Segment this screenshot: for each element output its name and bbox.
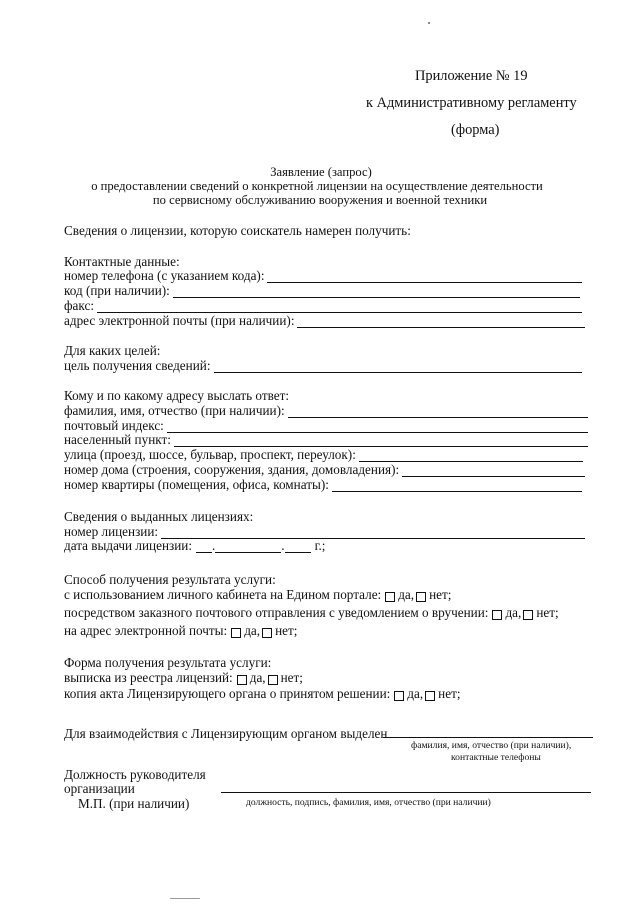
method-email-no-checkbox[interactable]	[262, 628, 272, 638]
title-line-1: Заявление (запрос)	[270, 165, 372, 179]
scan-speck	[428, 22, 430, 24]
method-email-row	[64, 623, 297, 638]
method-heading: Способ получения результата услуги:	[64, 572, 276, 587]
form-extract-no-checkbox[interactable]	[268, 675, 278, 685]
recipient-name-row	[64, 403, 588, 418]
locality-input-line[interactable]	[174, 435, 588, 447]
postcode-label: почтовый индекс:	[64, 418, 164, 433]
interaction-input-line[interactable]	[383, 737, 593, 738]
form-extract-row	[64, 670, 303, 685]
purpose-heading: Для каких целей:	[64, 343, 161, 358]
postcode-row	[64, 418, 588, 433]
yes-label: да,	[244, 623, 261, 638]
position-label-line-1: Должность руководителя	[64, 767, 206, 782]
apartment-row	[64, 477, 582, 492]
interaction-caption-2: контактные телефоны	[451, 752, 541, 763]
locality-label: населенный пункт:	[64, 432, 171, 447]
fax-label: факс:	[64, 298, 94, 313]
form-heading: Форма получения результата услуги:	[64, 655, 272, 670]
fax-input-line[interactable]	[97, 301, 582, 313]
email-input-line[interactable]	[297, 316, 585, 328]
email-field-row	[64, 313, 585, 328]
stamp-label: М.П. (при наличии)	[78, 796, 190, 811]
street-label: улица (проезд, шоссе, бульвар, проспект, переулок):	[64, 447, 356, 462]
phone-input-line[interactable]	[267, 271, 582, 283]
recipient-heading: Кому и по какому адресу выслать ответ:	[64, 388, 290, 403]
interaction-label: Для взаимодействия с Лицензирующим органом выделен	[64, 726, 388, 741]
method-mail-row	[64, 605, 559, 620]
no-label: нет;	[429, 587, 452, 602]
form-extract-label: выписка из реестра лицензий:	[64, 670, 233, 685]
recipient-name-label: фамилия, имя, отчество (при наличии):	[64, 403, 285, 418]
license-number-label: номер лицензии:	[64, 524, 159, 539]
house-row	[64, 462, 585, 477]
position-label-line-2: организации	[64, 781, 135, 796]
code-field-row	[64, 283, 580, 298]
yes-label: да,	[398, 587, 415, 602]
license-number-row	[64, 524, 585, 539]
no-label: нет;	[438, 686, 461, 701]
recipient-name-input-line[interactable]	[288, 406, 588, 418]
no-label: нет;	[536, 605, 559, 620]
apartment-input-line[interactable]	[332, 480, 582, 492]
yes-label: да,	[505, 605, 522, 620]
goal-input-line[interactable]	[214, 361, 583, 373]
method-portal-no-checkbox[interactable]	[416, 592, 426, 602]
license-info-heading: Сведения о лицензии, которую соискатель намерен получить:	[64, 223, 411, 238]
fax-field-row	[64, 298, 582, 313]
street-input-line[interactable]	[359, 450, 583, 462]
form-extract-yes-checkbox[interactable]	[237, 675, 247, 685]
house-label: номер дома (строения, сооружения, здания, домовладения):	[64, 462, 400, 477]
method-email-yes-checkbox[interactable]	[231, 628, 241, 638]
method-portal-label: с использованием личного кабинета на Едином портале:	[64, 587, 382, 602]
date-month-input[interactable]	[215, 541, 281, 553]
locality-row	[64, 432, 588, 447]
appendix-number: Приложение № 19	[415, 68, 528, 84]
no-label: нет;	[275, 623, 298, 638]
code-input-line[interactable]	[173, 286, 580, 298]
apartment-label: номер квартиры (помещения, офиса, комнаты):	[64, 477, 329, 492]
form-copy-no-checkbox[interactable]	[425, 691, 435, 701]
street-row	[64, 447, 583, 462]
title-line-3: по сервисному обслуживанию вооружения и военной техники	[152, 193, 488, 207]
issued-heading: Сведения о выданных лицензиях:	[64, 509, 254, 524]
goal-label: цель получения сведений:	[64, 358, 211, 373]
signature-caption: должность, подпись, фамилия, имя, отчество (при наличии)	[246, 797, 491, 808]
phone-field-row	[64, 268, 582, 283]
scan-speck	[170, 898, 200, 899]
title-line-2: о предоставлении сведений о конкретной лицензии на осуществление деятельности	[91, 179, 543, 193]
method-mail-no-checkbox[interactable]	[523, 610, 533, 620]
method-email-label: на адрес электронной почты:	[64, 623, 228, 638]
license-date-row: дата выдачи лицензии: . . г.;	[64, 538, 326, 553]
appendix-regulation: к Административному регламенту	[366, 95, 577, 111]
goal-field-row	[64, 358, 582, 373]
house-input-line[interactable]	[402, 465, 585, 477]
yes-label: да,	[249, 670, 266, 685]
yes-label: да,	[407, 686, 424, 701]
year-suffix: г.;	[314, 538, 326, 553]
date-day-input[interactable]	[196, 541, 212, 553]
interaction-caption-1: фамилия, имя, отчество (при наличии),	[411, 740, 572, 751]
form-copy-yes-checkbox[interactable]	[394, 691, 404, 701]
license-date-label: дата выдачи лицензии:	[64, 538, 192, 553]
method-mail-label: посредством заказного почтового отправления с уведомлением о вручении:	[64, 605, 489, 620]
form-copy-label: копия акта Лицензирующего органа о принятом решении:	[64, 686, 391, 701]
contacts-heading: Контактные данные:	[64, 254, 180, 269]
no-label: нет;	[280, 670, 303, 685]
appendix-form-label: (форма)	[451, 122, 500, 138]
code-label: код (при наличии):	[64, 283, 170, 298]
method-portal-yes-checkbox[interactable]	[385, 592, 395, 602]
method-portal-row	[64, 587, 451, 602]
signature-input-line[interactable]	[221, 792, 591, 793]
phone-label: номер телефона (с указанием кода):	[64, 268, 265, 283]
form-copy-row	[64, 686, 461, 701]
method-mail-yes-checkbox[interactable]	[492, 610, 502, 620]
email-label: адрес электронной почты (при наличии):	[64, 313, 295, 328]
date-year-input[interactable]	[285, 541, 311, 553]
